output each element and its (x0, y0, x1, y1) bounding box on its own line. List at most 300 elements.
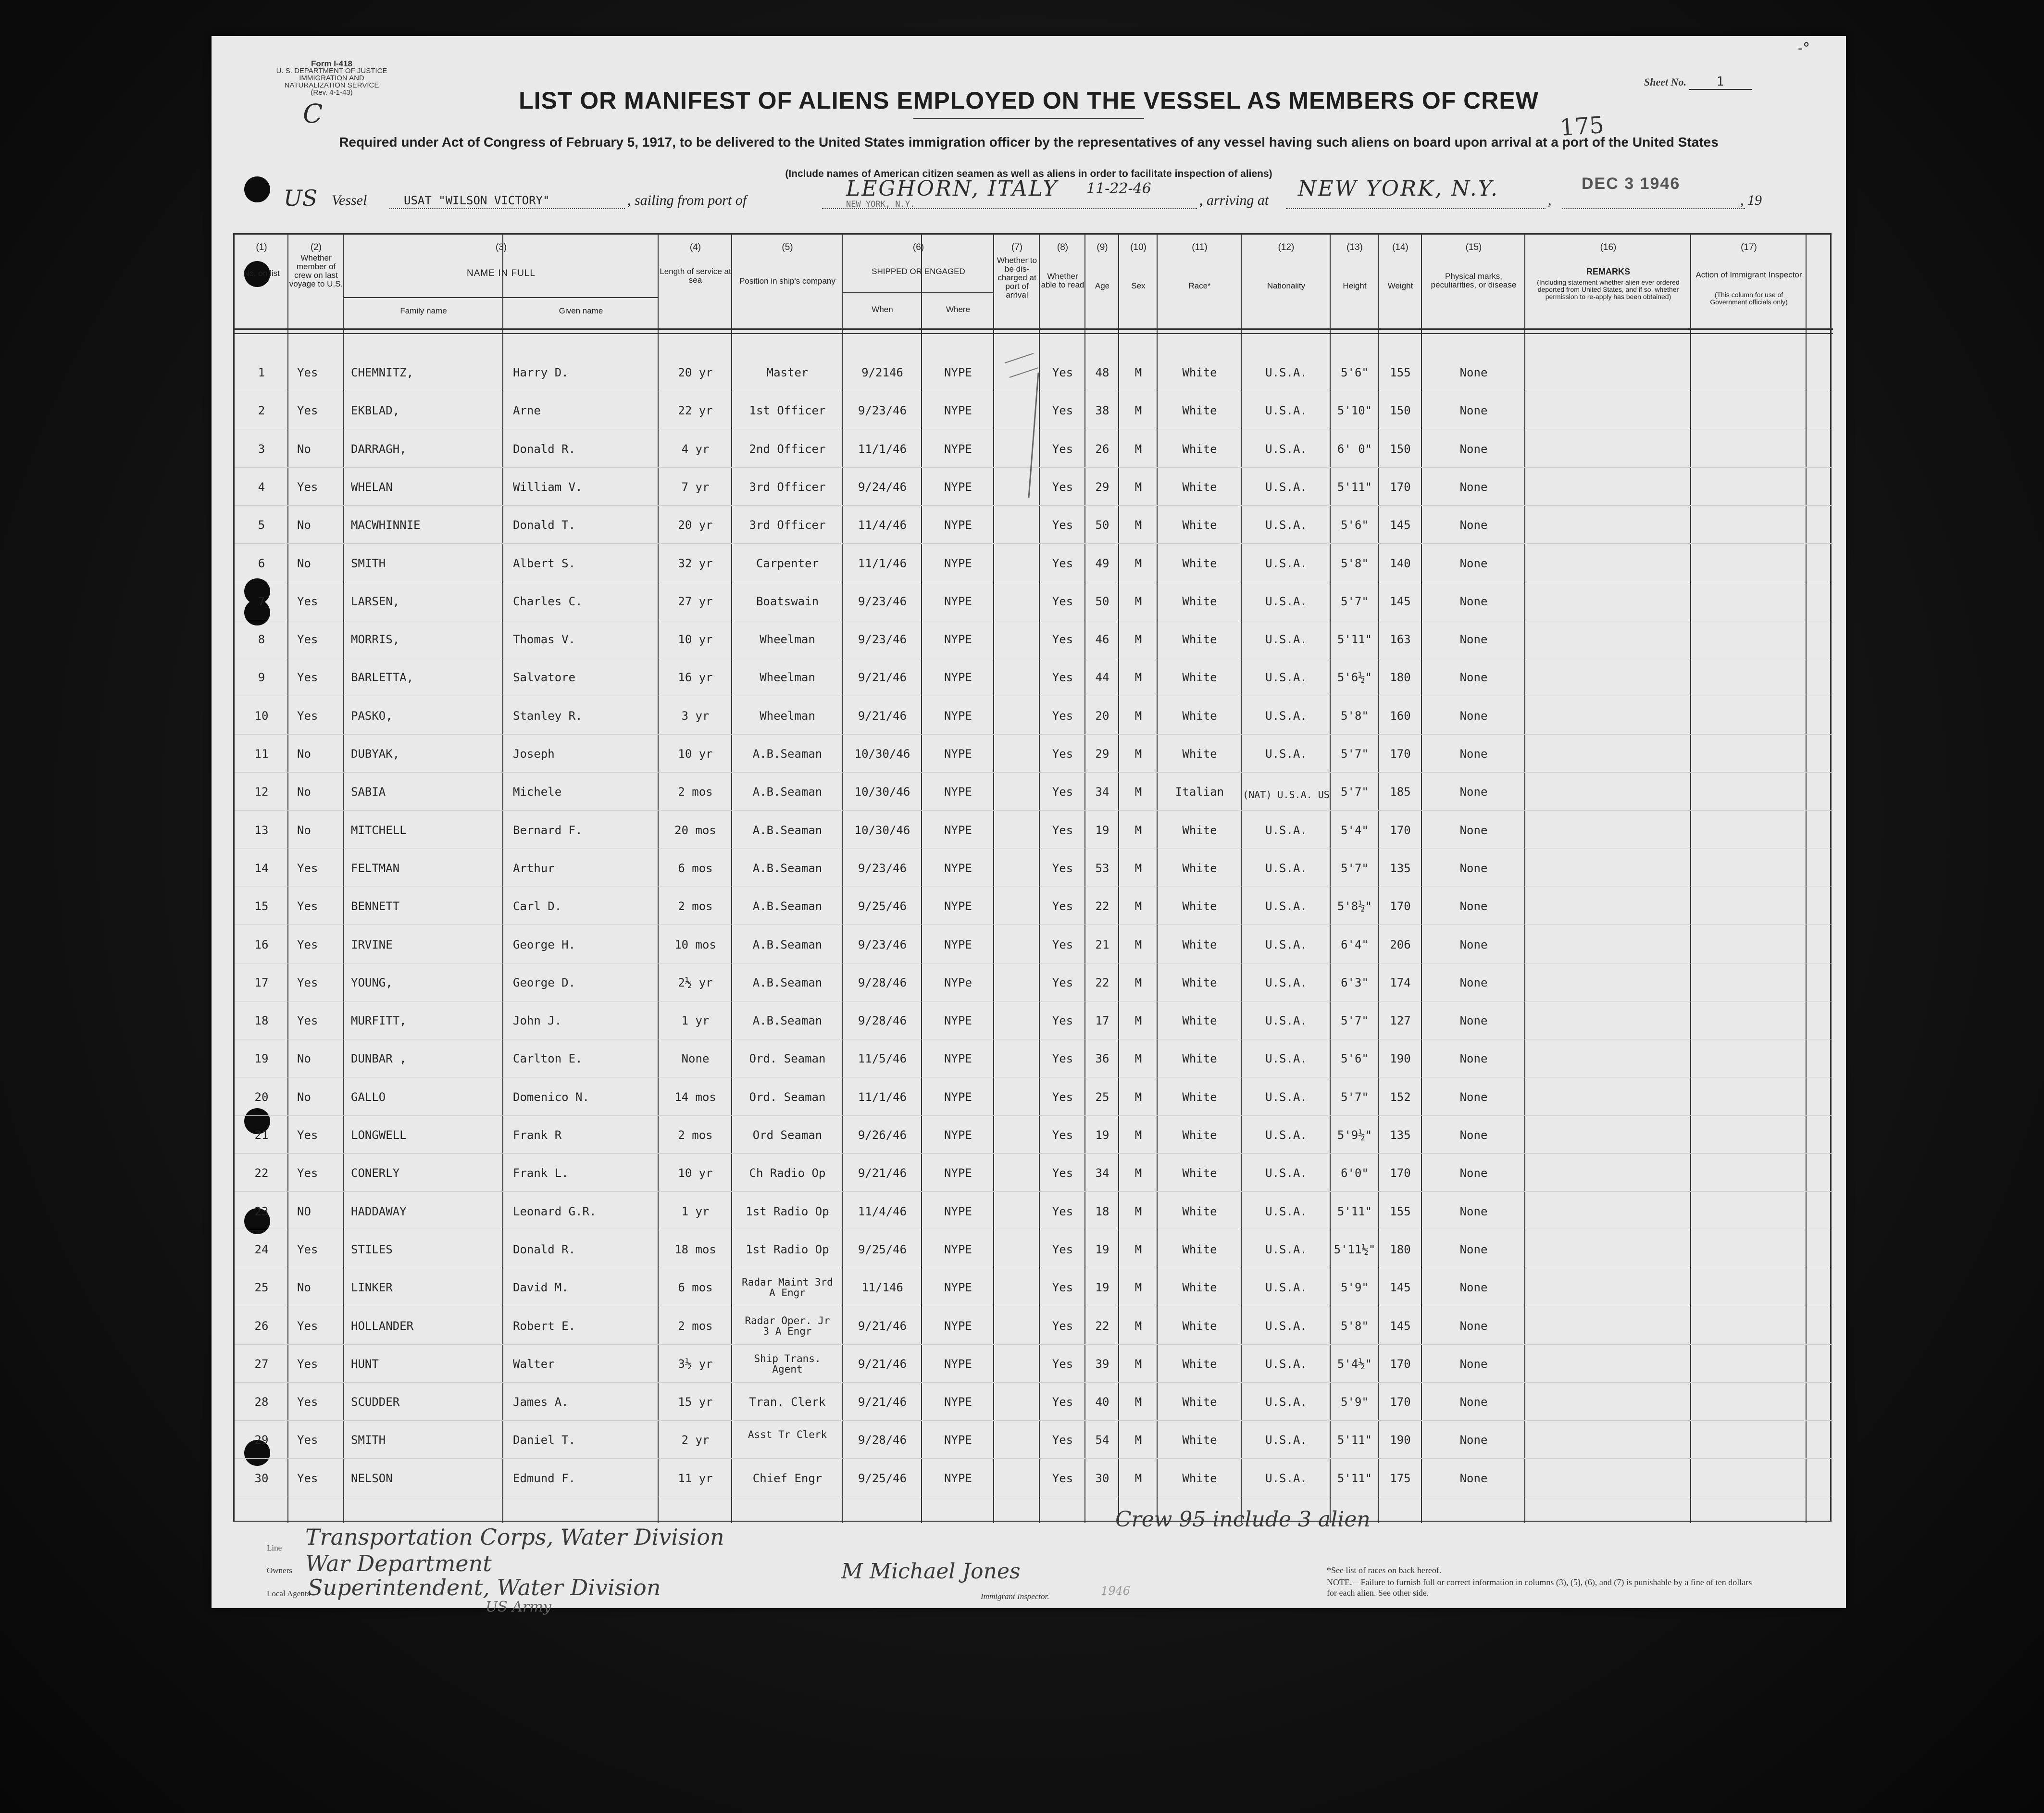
cell-where: NYPE (944, 480, 972, 494)
cell-nationality: U.S.A. (1265, 594, 1307, 608)
cell-last: Yes (297, 975, 318, 989)
cell-sex: M (1134, 1395, 1142, 1409)
footer-owners-value: War Department (305, 1550, 492, 1576)
cell-where: NYPE (944, 442, 972, 456)
cell-nationality: U.S.A. (1265, 823, 1307, 837)
cell-age: 22 (1095, 900, 1109, 913)
cell-sex: M (1134, 1357, 1142, 1371)
cell-marks: None (1459, 785, 1488, 799)
cell-marks: None (1459, 671, 1488, 685)
cell-marks: None (1459, 404, 1488, 418)
sailing-label: , sailing from port of (627, 192, 747, 208)
cell-race: White (1182, 1242, 1217, 1256)
cell-marks: None (1459, 1319, 1488, 1333)
cell-age: 30 (1095, 1471, 1109, 1485)
cell-when: 10/30/46 (854, 823, 910, 837)
cell-height: 5'6" (1341, 366, 1369, 379)
cell-race: White (1182, 900, 1217, 913)
cell-given: Joseph (513, 747, 555, 761)
cell-position: A.B.Seaman (752, 938, 823, 951)
cell-weight: 152 (1390, 1090, 1411, 1104)
cell-given: Harry D. (513, 366, 569, 379)
cell-when: 11/4/46 (858, 1204, 907, 1218)
cell-where: NYPE (944, 861, 972, 875)
cell-where: NYPE (944, 1090, 972, 1104)
cell-marks: None (1459, 1166, 1488, 1180)
cell-age: 36 (1095, 1052, 1109, 1066)
cell-position: 3rd Officer (749, 518, 826, 532)
cell-sex: M (1134, 975, 1142, 989)
cell-family: LARSEN, (351, 594, 400, 608)
cell-nationality: U.S.A. (1265, 366, 1307, 379)
cell-last: No (297, 518, 311, 532)
cell-position: A.B.Seaman (752, 823, 823, 837)
cell-where: NYPE (944, 785, 972, 799)
cell-last: Yes (297, 404, 318, 418)
cell-nationality: U.S.A. (1265, 404, 1307, 418)
col-num-2: (2) (310, 242, 322, 252)
sailing-port: LEGHORN, ITALY (846, 176, 1059, 201)
cell-position: A.B.Seaman (752, 975, 823, 989)
cell-age: 19 (1095, 823, 1109, 837)
cell-weight: 170 (1390, 480, 1411, 494)
cell-nationality: U.S.A. (1265, 1281, 1307, 1295)
cell-position: Wheelman (760, 633, 815, 647)
vessel-country-mark: US (284, 185, 318, 211)
cell-position: Asst Tr Clerk (748, 1429, 827, 1441)
cell-service: 2 mos (678, 785, 713, 799)
cell-sex: M (1134, 1242, 1142, 1256)
sheet-number-label: Sheet No. (1644, 76, 1686, 88)
cell-sex: M (1134, 938, 1142, 951)
cell-position: Carpenter (756, 556, 819, 570)
cell-age: 29 (1095, 480, 1109, 494)
cell-service: None (681, 1052, 710, 1066)
cell-sex: M (1134, 366, 1142, 379)
col-num-3: (3) (495, 242, 507, 252)
cell-weight: 150 (1390, 442, 1411, 456)
cell-read: Yes (1052, 709, 1073, 723)
cell-race: White (1182, 975, 1217, 989)
cell-weight: 135 (1390, 1128, 1411, 1142)
cell-age: 20 (1095, 709, 1109, 723)
cell-when: 9/25/46 (858, 1471, 907, 1485)
cell-read: Yes (1052, 1014, 1073, 1028)
cell-race: White (1182, 1357, 1217, 1371)
col-head-race: Race* (1188, 281, 1211, 290)
cell-given: George H. (513, 938, 576, 951)
cell-no: 1 (258, 366, 265, 379)
cell-race: White (1182, 1433, 1217, 1447)
cell-marks: None (1459, 1052, 1488, 1066)
cell-service: 2 mos (678, 1319, 713, 1333)
cell-marks: None (1459, 823, 1488, 837)
cell-read: Yes (1052, 1395, 1073, 1409)
cell-last: Yes (297, 1357, 318, 1371)
cell-race: White (1182, 1090, 1217, 1104)
cell-height: 5'9" (1341, 1395, 1369, 1409)
cell-family: SCUDDER (351, 1395, 400, 1409)
cell-weight: 135 (1390, 861, 1411, 875)
cell-position: Wheelman (760, 709, 815, 723)
cell-sex: M (1134, 1052, 1142, 1066)
cell-last: Yes (297, 1395, 318, 1409)
cell-age: 48 (1095, 366, 1109, 379)
col-num-15: (15) (1465, 242, 1482, 252)
cell-sex: M (1134, 709, 1142, 723)
cell-weight: 155 (1390, 366, 1411, 379)
cell-height: 5'9½" (1337, 1128, 1372, 1142)
cell-nationality: U.S.A. (1265, 1395, 1307, 1409)
cell-read: Yes (1052, 823, 1073, 837)
cell-where: NYPE (944, 1204, 972, 1218)
cell-service: 3 yr (681, 709, 710, 723)
corner-mark: C (303, 99, 323, 129)
cell-weight: 145 (1390, 594, 1411, 608)
cell-given: William V. (513, 480, 583, 494)
cell-race: White (1182, 671, 1217, 685)
cell-weight: 170 (1390, 1395, 1411, 1409)
cell-service: 2 mos (678, 1128, 713, 1142)
cell-service: 2 mos (678, 900, 713, 913)
faint-date-stamp: 1946 (1101, 1584, 1131, 1598)
cell-race: White (1182, 442, 1217, 456)
cell-read: Yes (1052, 1204, 1073, 1218)
cell-sex: M (1134, 1090, 1142, 1104)
cell-sex: M (1134, 594, 1142, 608)
cell-age: 19 (1095, 1128, 1109, 1142)
cell-weight: 127 (1390, 1014, 1411, 1028)
cell-weight: 163 (1390, 633, 1411, 647)
cell-when: 9/23/46 (858, 594, 907, 608)
cell-age: 34 (1095, 785, 1109, 799)
cell-when: 9/28/46 (858, 975, 907, 989)
col-head-position: Position in ship's company (739, 276, 835, 286)
cell-weight: 145 (1390, 1319, 1411, 1333)
cell-marks: None (1459, 1090, 1488, 1104)
cell-marks: None (1459, 556, 1488, 570)
cell-service: 20 mos (674, 823, 716, 837)
cell-service: 6 mos (678, 861, 713, 875)
cell-service: 10 yr (678, 633, 713, 647)
cell-height: 5'8" (1341, 1319, 1369, 1333)
cell-no: 26 (254, 1319, 269, 1333)
cell-read: Yes (1052, 1090, 1073, 1104)
cell-no: 3 (258, 442, 265, 456)
cell-sex: M (1134, 823, 1142, 837)
cell-family: BENNETT (351, 900, 400, 913)
cell-sex: M (1134, 747, 1142, 761)
cell-family: IRVINE (351, 938, 393, 951)
cell-race: White (1182, 823, 1217, 837)
cell-race: White (1182, 1319, 1217, 1333)
cell-marks: None (1459, 480, 1488, 494)
cell-where: NYPE (944, 366, 972, 379)
form-revision: (Rev. 4-1-43) (311, 88, 353, 97)
cell-family: CHEMNITZ, (351, 366, 414, 379)
col-head-no: No. on list (243, 269, 280, 278)
cell-sex: M (1134, 1204, 1142, 1218)
cell-nationality: U.S.A. (1265, 1471, 1307, 1485)
footer-agents-extra: US Army (486, 1599, 551, 1615)
col-num-10: (10) (1130, 242, 1147, 252)
footer-agents-label: Local Agents (267, 1589, 311, 1598)
cell-no: 15 (254, 900, 269, 913)
cell-race: White (1182, 1128, 1217, 1142)
cell-weight: 160 (1390, 709, 1411, 723)
cell-last: Yes (297, 671, 318, 685)
cell-where: NYPe (944, 975, 972, 989)
col-num-4: (4) (689, 242, 701, 252)
cell-family: FELTMAN (351, 861, 400, 875)
cell-given: Leonard G.R. (513, 1204, 597, 1218)
cell-weight: 185 (1390, 785, 1411, 799)
cell-sex: M (1134, 1471, 1142, 1485)
cell-marks: None (1459, 594, 1488, 608)
cell-read: Yes (1052, 442, 1073, 456)
cell-family: PASKO, (351, 709, 393, 723)
cell-position: Master (766, 366, 809, 379)
col-num-17: (17) (1741, 242, 1757, 252)
arriving-comma: , (1548, 192, 1552, 208)
cell-last: Yes (297, 1128, 318, 1142)
cell-no: 12 (254, 785, 269, 799)
vessel-label: Vessel (332, 192, 367, 208)
cell-height: 5'4" (1341, 823, 1369, 837)
cell-weight: 170 (1390, 747, 1411, 761)
cell-read: Yes (1052, 1433, 1073, 1447)
cell-last: Yes (297, 861, 318, 875)
col-head-shipped: SHIPPED OR ENGAGED (872, 267, 965, 276)
cell-service: 10 yr (678, 747, 713, 761)
cell-weight: 175 (1390, 1471, 1411, 1485)
cell-when: 9/26/46 (858, 1128, 907, 1142)
cell-given: Arthur (513, 861, 555, 875)
cell-last: No (297, 442, 311, 456)
cell-age: 29 (1095, 747, 1109, 761)
cell-nationality: U.S.A. (1265, 556, 1307, 570)
cell-race: White (1182, 1395, 1217, 1409)
cell-nationality: U.S.A. (1265, 861, 1307, 875)
cell-last: Yes (297, 709, 318, 723)
col-head-remarks-note: (Including statement whether alien ever ordered deported from United States, and if so, whether permission to re-apply has been obtained) (1537, 278, 1680, 300)
cell-age: 19 (1095, 1281, 1109, 1295)
cell-height: 5'7" (1341, 1090, 1369, 1104)
cell-age: 34 (1095, 1166, 1109, 1180)
cell-race: White (1182, 366, 1217, 379)
cell-given: Salvatore (513, 671, 576, 685)
cell-where: NYPE (944, 1128, 972, 1142)
cell-no: 6 (258, 556, 265, 570)
cell-where: NYPE (944, 900, 972, 913)
cell-race: White (1182, 480, 1217, 494)
cell-age: 40 (1095, 1395, 1109, 1409)
cell-where: NYPE (944, 1166, 972, 1180)
cell-height: 6'3" (1341, 975, 1369, 989)
cell-weight: 150 (1390, 404, 1411, 418)
cell-height: 5'10" (1337, 404, 1372, 418)
cell-last: NO (297, 1204, 311, 1218)
cell-read: Yes (1052, 1242, 1073, 1256)
cell-position: Ship Trans. Agent (754, 1352, 821, 1375)
cell-race: White (1182, 633, 1217, 647)
cell-given: James A. (513, 1395, 569, 1409)
cell-where: NYPE (944, 594, 972, 608)
cell-sex: M (1134, 1128, 1142, 1142)
cell-height: 5'6" (1341, 518, 1369, 532)
cell-service: 2½ yr (678, 975, 713, 989)
cell-race: White (1182, 556, 1217, 570)
cell-marks: None (1459, 938, 1488, 951)
cell-service: 11 yr (678, 1471, 713, 1485)
cell-when: 9/23/46 (858, 861, 907, 875)
cell-age: 50 (1095, 594, 1109, 608)
cell-read: Yes (1052, 1281, 1073, 1295)
cell-given: Robert E. (513, 1319, 576, 1333)
col-head-remarks: REMARKS (1586, 267, 1630, 276)
cell-where: NYPE (944, 1395, 972, 1409)
cell-race: White (1182, 594, 1217, 608)
cell-last: Yes (297, 1014, 318, 1028)
cell-when: 9/28/46 (858, 1433, 907, 1447)
arriving-port: NEW YORK, N.Y. (1298, 176, 1499, 201)
cell-race: White (1182, 1281, 1217, 1295)
cell-sex: M (1134, 1014, 1142, 1028)
cell-where: NYPE (944, 1014, 972, 1028)
cell-age: 17 (1095, 1014, 1109, 1028)
cell-sex: M (1134, 785, 1142, 799)
cell-height: 6' 0" (1337, 442, 1372, 456)
cell-height: 5'7" (1341, 1014, 1369, 1028)
cell-last: Yes (297, 1242, 318, 1256)
cell-height: 5'11" (1337, 1204, 1372, 1218)
penalty-note: NOTE.—Failure to furnish full or correct information in columns (3), (5), (6), and (7) is punishable by a fine of ten dollars for each alien. See other side. (1327, 1577, 1752, 1598)
cell-last: Yes (297, 1471, 318, 1485)
cell-nationality: U.S.A. (1265, 1128, 1307, 1142)
cell-given: Charles C. (513, 594, 583, 608)
cell-race: White (1182, 1471, 1217, 1485)
col-head-when: When (872, 305, 893, 314)
cell-sex: M (1134, 1433, 1142, 1447)
cell-service: 2 yr (681, 1433, 710, 1447)
cell-family: MURFITT, (351, 1014, 407, 1028)
cell-given: Bernard F. (513, 823, 583, 837)
cell-when: 10/30/46 (854, 747, 910, 761)
cell-position: 2nd Officer (749, 442, 826, 456)
cell-no: 2 (258, 404, 265, 418)
cell-sex: M (1134, 1281, 1142, 1295)
cell-read: Yes (1052, 900, 1073, 913)
cell-given: Arne (513, 404, 541, 418)
col-head-weight: Weight (1387, 281, 1413, 290)
cell-when: 9/21/46 (858, 1166, 907, 1180)
cell-marks: None (1459, 1433, 1488, 1447)
col-num-8: (8) (1057, 242, 1069, 252)
cell-where: NYPE (944, 518, 972, 532)
sailing-date: 11-22-46 (1086, 180, 1151, 197)
cell-service: 1 yr (681, 1204, 710, 1218)
cell-sex: M (1134, 861, 1142, 875)
footer-line-label: Line (267, 1543, 282, 1552)
cell-marks: None (1459, 518, 1488, 532)
cell-where: NYPE (944, 1319, 972, 1333)
cell-height: 5'7" (1341, 785, 1369, 799)
cell-marks: None (1459, 366, 1488, 379)
cell-given: John J. (513, 1014, 562, 1028)
cell-race: Italian (1175, 785, 1224, 799)
col-head-member: Whether member of crew on last voyage to U.S. (289, 253, 343, 288)
cell-marks: None (1459, 975, 1488, 989)
cell-last: Yes (297, 900, 318, 913)
cell-read: Yes (1052, 556, 1073, 570)
cell-last: Yes (297, 1319, 318, 1333)
cell-read: Yes (1052, 1319, 1073, 1333)
arriving-label: , arriving at (1199, 192, 1269, 208)
cell-marks: None (1459, 1395, 1488, 1409)
cell-family: EKBLAD, (351, 404, 400, 418)
cell-sex: M (1134, 556, 1142, 570)
cell-no: 8 (258, 633, 265, 647)
cell-age: 53 (1095, 861, 1109, 875)
cell-no: 27 (254, 1357, 269, 1371)
annotation-marks (212, 36, 1846, 1608)
cell-where: NYPE (944, 1242, 972, 1256)
cell-service: 20 yr (678, 518, 713, 532)
cell-nationality: U.S.A. (1265, 1433, 1307, 1447)
cell-position: Ord. Seaman (749, 1090, 826, 1104)
cell-nationality: U.S.A. (1265, 1242, 1307, 1256)
cell-where: NYPE (944, 1471, 972, 1485)
cell-weight: 145 (1390, 518, 1411, 532)
sheet-number-value: 1 (1689, 75, 1752, 90)
cell-nationality: U.S.A. (1265, 709, 1307, 723)
cell-age: 22 (1095, 975, 1109, 989)
cell-sex: M (1134, 442, 1142, 456)
cell-family: NELSON (351, 1471, 393, 1485)
cell-no: 17 (254, 975, 269, 989)
cell-given: Carlton E. (513, 1052, 583, 1066)
cell-read: Yes (1052, 747, 1073, 761)
cell-marks: None (1459, 747, 1488, 761)
col-head-family: Family name (400, 306, 447, 315)
cell-given: David M. (513, 1281, 569, 1295)
cell-race: White (1182, 1204, 1217, 1218)
cell-no: 22 (254, 1166, 269, 1180)
col-head-nationality: Nationality (1267, 281, 1306, 290)
cell-given: George D. (513, 975, 576, 989)
cell-race: White (1182, 1166, 1217, 1180)
cell-weight: 170 (1390, 1166, 1411, 1180)
cell-service: 32 yr (678, 556, 713, 570)
cell-marks: None (1459, 861, 1488, 875)
cell-age: 22 (1095, 1319, 1109, 1333)
include-note: (Include names of American citizen seamen as well as aliens in order to facilitate inspection of aliens) (785, 168, 1272, 179)
vessel-name: USAT "WILSON VICTORY" (404, 194, 550, 207)
cell-position: A.B.Seaman (752, 1014, 823, 1028)
cell-service: 4 yr (681, 442, 710, 456)
cell-service: 20 yr (678, 366, 713, 379)
cell-service: 3½ yr (678, 1357, 713, 1371)
cell-when: 10/30/46 (854, 785, 910, 799)
cell-weight: 206 (1390, 938, 1411, 951)
col-num-13: (13) (1346, 242, 1363, 252)
cell-last: Yes (297, 1166, 318, 1180)
col-head-service: Length of service at sea (660, 267, 731, 285)
cell-no: 7 (258, 594, 265, 608)
col-num-9: (9) (1097, 242, 1108, 252)
cell-service: 27 yr (678, 594, 713, 608)
cell-family: DUNBAR , (351, 1052, 407, 1066)
